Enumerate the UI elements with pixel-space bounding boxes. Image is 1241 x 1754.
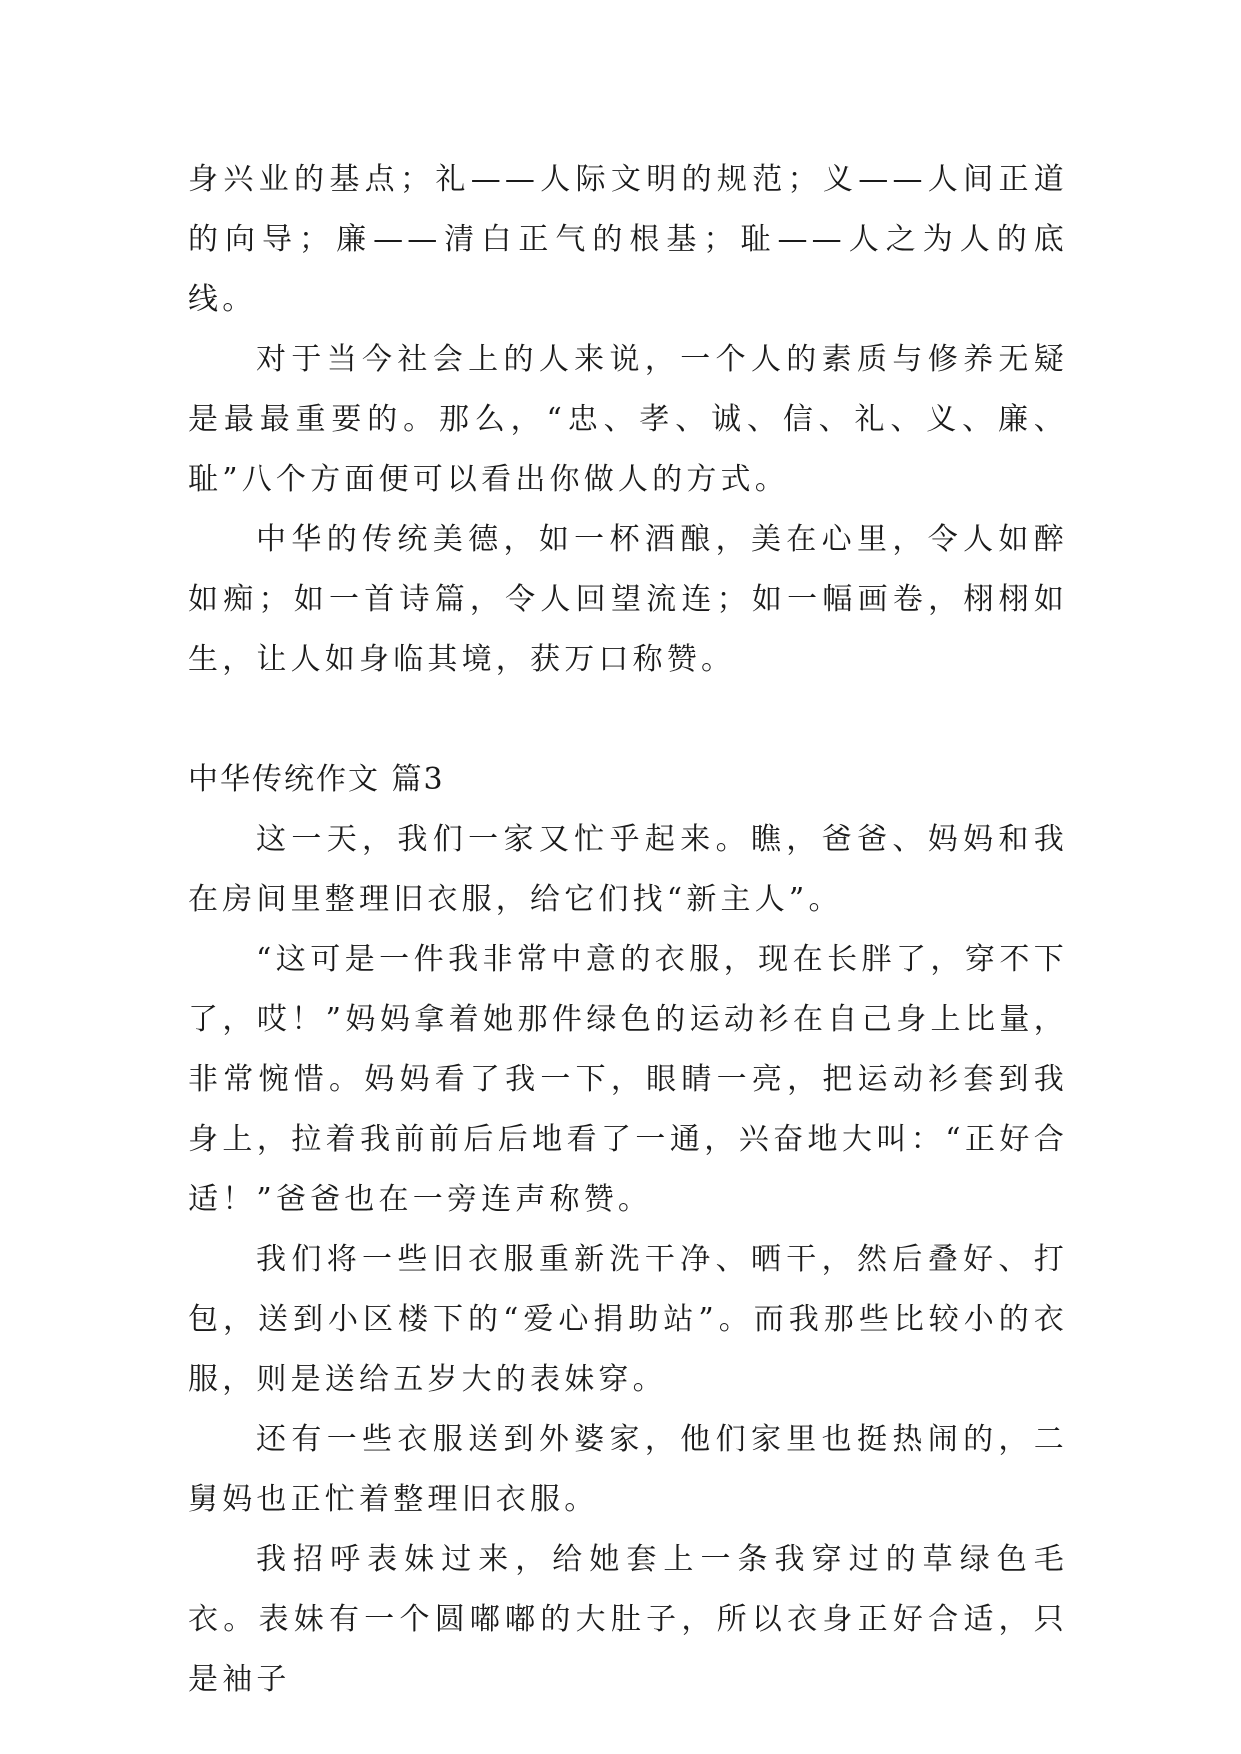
paragraph-traditional-virtues: 中华的传统美德，如一杯酒酿，美在心里，令人如醉如痴；如一首诗篇，令人回望流连；如一幅画卷，栩栩如生，让人如身临其境，获万口称赞。 <box>188 522 1068 677</box>
paragraph-mother-dialogue: “这可是一件我非常中意的衣服，现在长胖了，穿不下了，哎！”妈妈拿着她那件绿色的运动衫在自己身上比量，非常惋惜。妈妈看了我一下，眼睛一亮，把运动衫套到我身上，拉着我前前后后地看了一通，兴奋地大叫：“正好合适！”爸爸也在一旁连声称赞。 <box>188 942 1068 1217</box>
section-heading: 中华传统作文 篇3 <box>188 762 445 797</box>
paragraph-donation: 我们将一些旧衣服重新洗干净、晒干，然后叠好、打包，送到小区楼下的“爱心捐助站”。而我那些比较小的衣服，则是送给五岁大的表妹穿。 <box>188 1242 1068 1397</box>
document-body <box>188 150 1068 1710</box>
paragraph-cousin-sweater: 我招呼表妹过来，给她套上一条我穿过的草绿色毛衣。表妹有一个圆嘟嘟的大肚子，所以衣身正好合适，只是袖子 <box>188 1542 1068 1697</box>
paragraph-character-importance: 对于当今社会上的人来说，一个人的素质与修养无疑是最最重要的。那么，“忠、孝、诚、信、礼、义、廉、耻”八个方面便可以看出你做人的方式。 <box>188 342 1068 497</box>
paragraph-grandma-house: 还有一些衣服送到外婆家，他们家里也挺热闹的，二舅妈也正忙着整理旧衣服。 <box>188 1422 1068 1517</box>
paragraph-busy-day: 这一天，我们一家又忙乎起来。瞧，爸爸、妈妈和我在房间里整理旧衣服，给它们找“新主人”。 <box>188 822 1068 917</box>
section-spacer <box>188 690 1068 750</box>
continued-paragraph: 身兴业的基点；礼——人际文明的规范；义——人间正道的向导；廉——清白正气的根基；耻——人之为人的底线。 <box>188 162 1068 317</box>
